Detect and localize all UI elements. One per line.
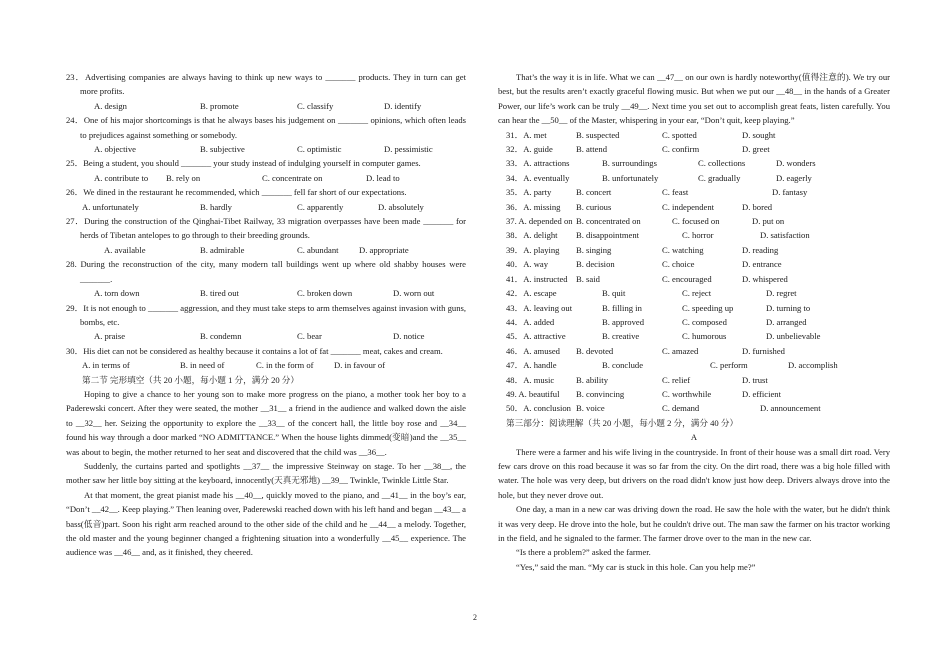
- option-d: D. put on: [752, 216, 785, 227]
- option-c: C. speeding up: [682, 302, 734, 313]
- option-b: B. concentrated on: [576, 216, 641, 227]
- option-a: A. available: [104, 244, 146, 255]
- option-row: [66, 171, 466, 185]
- cloze-option-row-39: [506, 243, 890, 257]
- question-stem: 24．One of his major shortcomings is that he always bases his judgement on _______ opinions, which often leads to prejudices against something or somebody.: [66, 115, 466, 140]
- option-d: D. turning to: [766, 302, 811, 313]
- option-a: 37. A. depended on: [506, 216, 573, 227]
- option-c: C. composed: [682, 316, 727, 327]
- cloze-option-row-32: [506, 142, 890, 156]
- option-b: B. suspected: [576, 129, 620, 140]
- option-a: 33．A. attractions: [506, 158, 570, 169]
- option-b: B. unfortunately: [602, 172, 659, 183]
- option-b: B. tired out: [200, 288, 239, 299]
- page-number: 2: [473, 613, 477, 622]
- option-b: B. approved: [602, 316, 645, 327]
- option-a: 31．A. met: [506, 129, 547, 140]
- option-c: C. demand: [662, 403, 700, 414]
- option-d: D. entrance: [742, 259, 782, 270]
- option-a: 50．A. conclusion: [506, 403, 571, 414]
- cloze-paragraph-4: That’s the way it is in life. What we can __47__ on our own is hardly noteworthy(值得注意的). We try our best, but the results aren’t exactly graceful flowing music. But when we put our __48__ in the hands of a Greater Power, our life’s work can be truly __49__. Next time you set out to accomplish great feats, listen carefully. You can hear the __50__ of the Master, whispering in your ear, “Don’t quit, keep playing.”: [498, 72, 890, 126]
- option-a: A. torn down: [94, 288, 140, 299]
- vocab-questions: [66, 70, 466, 373]
- option-d: D. unbelievable: [766, 331, 821, 342]
- option-row: [66, 142, 466, 156]
- option-b: B. surroundings: [602, 158, 657, 169]
- option-b: B. concert: [576, 187, 612, 198]
- question-25: [66, 156, 466, 185]
- option-a: A. contribute to: [94, 172, 149, 183]
- option-c: C. apparently: [297, 201, 344, 212]
- option-b: B. promote: [200, 100, 239, 111]
- option-d: D. furnished: [742, 345, 785, 356]
- option-a: 44．A. added: [506, 316, 555, 327]
- option-c: C. concentrate on: [262, 172, 323, 183]
- cloze-paragraph-3: At that moment, the great pianist made his __40__, quickly moved to the piano, and __41__ in the boy’s ear, “Don’t __42__. Keep playing.” Then leaning over, Paderewski reached down with his left hand and began __43__ a bass(低音)part. Soon his right arm reached around to the other side of the child and he __44__ a melody. Together, the old master and the young beginner changed a frightening situation into a wonderfully __45__ experience. The audience was __46__ and, as it finished, they cheered.: [66, 489, 466, 558]
- question-stem: 30．His diet can not be considered as healthy because it contains a lot of fat _______ meat, cakes and cream.: [66, 345, 443, 356]
- option-a: 47．A. handle: [506, 360, 557, 371]
- section-heading-reading: 第三部分：阅读理解（共 20 小题，每小题 2 分，满分 40 分）: [506, 417, 739, 428]
- cloze-option-row-41: [506, 272, 890, 286]
- option-a: 46．A. amused: [506, 345, 560, 356]
- option-c: C. gradually: [698, 172, 741, 183]
- option-d: D. wonders: [776, 158, 816, 169]
- option-d: D. eagerly: [776, 172, 812, 183]
- option-a: 36．A. missing: [506, 201, 561, 212]
- option-c: C. reject: [682, 288, 712, 299]
- option-b: B. convincing: [576, 388, 625, 399]
- section-heading-cloze: 第二节 完形填空（共 20 小题，每小题 1 分，满分 20 分）: [82, 374, 299, 385]
- option-row: [66, 99, 466, 113]
- question-29: [66, 301, 466, 344]
- option-b: B. admirable: [200, 244, 245, 255]
- option-c: C. independent: [662, 201, 715, 212]
- option-a: 45．A. attractive: [506, 331, 566, 342]
- cloze-option-row-40: [506, 257, 890, 271]
- option-b: B. voice: [576, 403, 605, 414]
- left-column: [66, 70, 466, 560]
- option-b: B. disappointment: [576, 230, 640, 241]
- option-c: C. horror: [682, 230, 714, 241]
- question-23: [66, 70, 466, 113]
- option-a: 48．A. music: [506, 374, 555, 385]
- option-a: A. unfortunately: [82, 201, 139, 212]
- option-d: D. reading: [742, 244, 779, 255]
- option-c: C. bear: [297, 331, 322, 342]
- question-27: [66, 214, 466, 257]
- option-a: 38．A. delight: [506, 230, 558, 241]
- question-28: [66, 257, 466, 300]
- option-a: 41．A. instructed: [506, 273, 568, 284]
- option-d: D. identify: [384, 100, 422, 111]
- option-c: C. relief: [662, 374, 691, 385]
- option-c: C. in the form of: [256, 360, 314, 371]
- option-d: D. worn out: [393, 288, 435, 299]
- cloze-paragraph-2: Suddenly, the curtains parted and spotlights __37__ the impressive Steinway on stage. To her __38__, the mother saw her little boy sitting at the keyboard, innocently(天真无邪地) __39__ Twinkle, Twinkle Little Star.: [66, 460, 466, 486]
- option-b: B. conclude: [602, 360, 644, 371]
- option-d: D. efficient: [742, 388, 781, 399]
- reading-paragraph-2: One day, a man in a new car was driving down the road. He saw the hole with the water, but he didn't think it was very deep. He drove into the hole, but he couldn't drive out. The man saw the farmer on his tractor working in the field, and he signaled to the farmer. The farmer drove over to the man in the new car.: [498, 504, 890, 543]
- option-d: D. arranged: [766, 316, 807, 327]
- cloze-option-row-48: [506, 373, 890, 387]
- reading-paragraph-1: There were a farmer and his wife living in the countryside. In front of their house was a small dirt road. Very few cars drove on this road because it was so far from the city. On the dirt road, there was a big hole filled with water. The hole was very deep, but drivers on the road didn't know just how deep. Drivers always drove into the hole, but they never drove out.: [498, 446, 890, 500]
- option-c: C. feast: [662, 187, 689, 198]
- option-d: D. fantasy: [772, 187, 808, 198]
- option-c: C. encouraged: [662, 273, 712, 284]
- option-a: 49. A. beautiful: [506, 388, 560, 399]
- option-b: B. curious: [576, 201, 612, 212]
- option-c: C. perform: [710, 360, 748, 371]
- question-stem: 28. During the reconstruction of the city, many modern tall buildings went up where old shabby houses were _______.: [66, 259, 466, 284]
- option-d: D. bored: [742, 201, 773, 212]
- option-d: D. appropriate: [359, 244, 409, 255]
- cloze-options-list: [498, 128, 890, 416]
- option-d: D. lead to: [366, 172, 400, 183]
- option-d: D. absolutely: [378, 201, 424, 212]
- option-b: B. attend: [576, 144, 608, 155]
- cloze-option-row-33: [506, 156, 890, 170]
- cloze-option-row-42: [506, 286, 890, 300]
- option-a: A. praise: [94, 331, 126, 342]
- option-b: B. in need of: [180, 360, 225, 371]
- option-b: B. said: [576, 273, 600, 284]
- option-b: B. devoted: [576, 345, 614, 356]
- option-a: 43．A. leaving out: [506, 302, 573, 313]
- cloze-option-row-49: [506, 387, 890, 401]
- cloze-option-row-45: [506, 329, 890, 343]
- question-stem: 23．Advertising companies are always having to think up new ways to _______ products. They in turn can get more profits.: [66, 72, 466, 97]
- cloze-option-row-47: [506, 358, 890, 372]
- option-d: D. accomplish: [788, 360, 838, 371]
- option-d: D. announcement: [760, 403, 821, 414]
- option-b: B. condemn: [200, 331, 242, 342]
- option-a: 35．A. party: [506, 187, 552, 198]
- cloze-option-row-36: [506, 200, 890, 214]
- option-a: 39．A. playing: [506, 244, 560, 255]
- question-30: [66, 344, 466, 373]
- option-d: D. whispered: [742, 273, 788, 284]
- option-d: D. trust: [742, 374, 768, 385]
- option-b: B. creative: [602, 331, 640, 342]
- cloze-option-row-50: [506, 401, 890, 415]
- option-c: C. confirm: [662, 144, 700, 155]
- right-column: [498, 70, 890, 574]
- option-c: C. amazed: [662, 345, 699, 356]
- option-d: D. greet: [742, 144, 770, 155]
- option-d: D. notice: [393, 331, 425, 342]
- cloze-option-row-38: [506, 228, 890, 242]
- option-a: 34．A. eventually: [506, 172, 570, 183]
- option-c: C. spotted: [662, 129, 697, 140]
- option-row: [66, 329, 466, 343]
- cloze-option-row-46: [506, 344, 890, 358]
- option-b: B. filling in: [602, 302, 642, 313]
- option-row: [66, 200, 466, 214]
- option-c: C. worthwhile: [662, 388, 712, 399]
- cloze-option-row-37: [506, 214, 890, 228]
- reading-paragraph-3: “Is there a problem?” asked the farmer.: [516, 547, 651, 558]
- question-26: [66, 185, 466, 214]
- question-stem: 25．Being a student, you should _______ your study instead of indulging yourself in computer games.: [66, 158, 421, 169]
- cloze-paragraph-1: Hoping to give a chance to her young son to make more progress on the piano, a mother took her boy to a Paderewski concert. After they were seated, the mother __31__ a friend in the audience and walked down the aisle to __32__ her. Seizing the opportunity to explore the __33__ of the concert hall, the little boy rose and __34__ found his way through a door marked “NO ADMITTANCE.” When the house lights dimmed(变暗)and the __35__ was about to begin, the mother returned to her seat and discovered that the child was __36__.: [66, 388, 466, 457]
- cloze-option-row-43: [506, 301, 890, 315]
- option-d: D. sought: [742, 129, 776, 140]
- option-d: D. regret: [766, 288, 797, 299]
- option-row: [66, 243, 466, 257]
- question-stem: 29．It is not enough to _______ aggression, and they must take steps to arm themselves against invasion with guns, bombs, etc.: [66, 302, 466, 327]
- option-c: C. focused on: [672, 216, 720, 227]
- option-c: C. humorous: [682, 331, 727, 342]
- option-d: D. pessimistic: [384, 144, 433, 155]
- question-24: [66, 113, 466, 156]
- option-a: 40．A. way: [506, 259, 549, 270]
- option-b: B. decision: [576, 259, 615, 270]
- option-c: C. choice: [662, 259, 695, 270]
- cloze-option-row-34: [506, 171, 890, 185]
- option-a: 32．A. guide: [506, 144, 553, 155]
- option-b: B. quit: [602, 288, 626, 299]
- option-c: C. broken down: [297, 288, 353, 299]
- option-a: 42．A. escape: [506, 288, 557, 299]
- option-b: B. subjective: [200, 144, 245, 155]
- option-a: A. design: [94, 100, 127, 111]
- option-a: A. in terms of: [82, 360, 130, 371]
- cloze-option-row-31: [506, 128, 890, 142]
- option-d: D. in favour of: [334, 360, 386, 371]
- option-c: C. abundant: [297, 244, 339, 255]
- option-c: C. watching: [662, 244, 704, 255]
- option-b: B. hardly: [200, 201, 232, 212]
- passage-label: A: [690, 432, 698, 443]
- question-stem: 26．We dined in the restaurant he recommended, which _______ fell far short of our expectations.: [66, 187, 407, 198]
- option-d: D. satisfaction: [760, 230, 810, 241]
- option-c: C. classify: [297, 100, 334, 111]
- option-b: B. rely on: [166, 172, 201, 183]
- option-c: C. collections: [698, 158, 746, 169]
- cloze-option-row-44: [506, 315, 890, 329]
- option-row: [66, 286, 466, 300]
- cloze-option-row-35: [506, 185, 890, 199]
- option-b: B. singing: [576, 244, 612, 255]
- option-c: C. optimistic: [297, 144, 342, 155]
- option-row: [66, 358, 466, 372]
- reading-paragraph-4: “Yes,” said the man. “My car is stuck in this hole. Can you help me?”: [516, 561, 756, 572]
- option-a: A. objective: [94, 144, 136, 155]
- question-stem: 27．During the construction of the Qinghai-Tibet Railway, 33 migration overpasses have been made _______ for herds of Tibetan antelopes to go through to their breeding grounds.: [66, 216, 466, 241]
- option-b: B. ability: [576, 374, 608, 385]
